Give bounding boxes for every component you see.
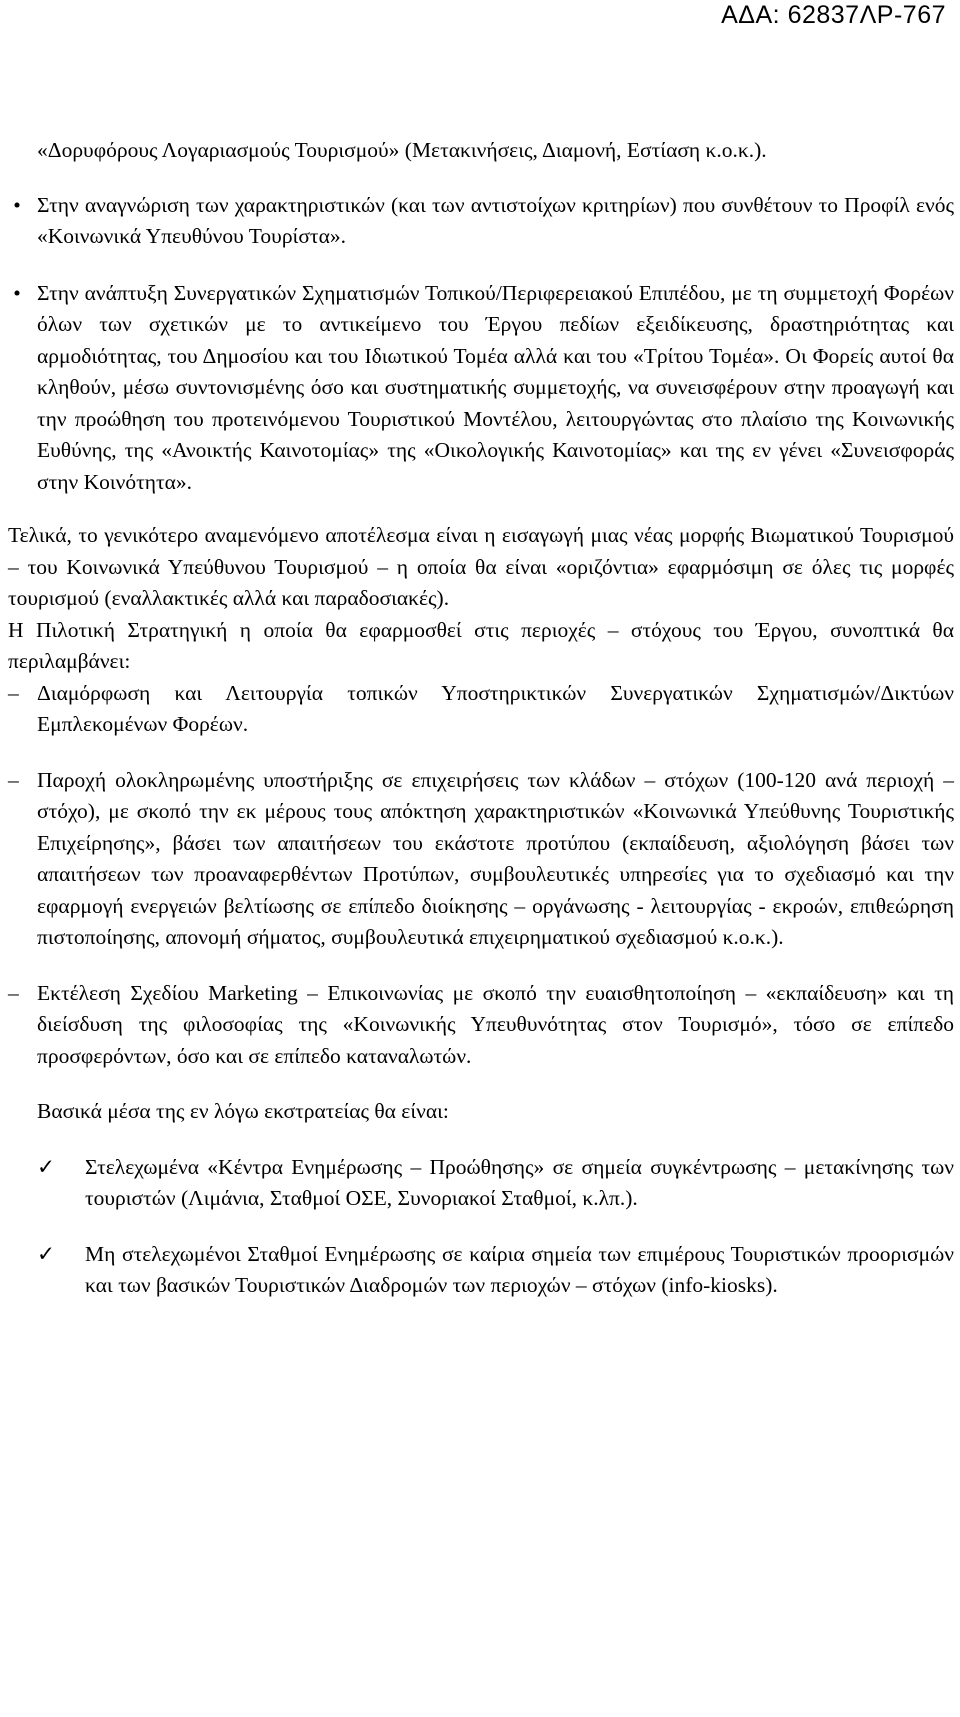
check-icon: ✓ [37,1154,56,1179]
bullet-item [8,278,954,499]
bullet-item [8,190,954,253]
means-intro: Βασικά μέσα της εν λόγω εκστρατείας θα είναι: [37,1099,449,1123]
dash-text: Διαμόρφωση και Λειτουργία τοπικών Υποστηρικτικών Συνεργατικών Σχηματισμών/Δικτύων Εμπλεκομένων Φορέων. [37,680,954,736]
dash-marker: – [8,767,19,792]
check-item [8,1152,954,1215]
bullet-text: Στην ανάπτυξη Συνεργατικών Σχηματισμών Τοπικού/Περιφερειακού Επιπέδου, με τη συμμετοχή Φορέων όλων των σχετικών με το αντικείμενο του Έργου πεδίων εξειδίκευσης, δραστηριότητας και αρμοδιότητας, του Δημοσίου και του Ιδιωτικού Τομέα αλλά και του «Τρίτου Τομέα». Οι Φορείς αυτοί θα κληθούν, μέσω συντονισμένης όσο και συστηματικής συμμετοχής, να συνεισφέρουν στην προαγωγή και την προώθηση του προτεινόμενου Τουριστικού Μοντέλου, λειτουργώντας στο πλαίσιο της Κοινωνικής Ευθύνης, της «Ανοικτής Καινοτομίας» της «Οικολογικής Καινοτομίας» και της εν γένει «Συνεισφοράς στην Κοινότητα». [37,280,954,494]
document-body [8,135,954,1302]
dash-text: Εκτέλεση Σχεδίου Marketing – Επικοινωνίας με σκοπό την ευαισθητοποίηση – «εκπαίδευση» και τη διείσδυση της φιλοσοφίας της «Κοινωνικής Υπευθυνότητας στον Τουρισμό», τόσο σε επίπεδο προσφερόντων, όσο και σε επίπεδο καταναλωτών. [37,980,954,1068]
bullet-marker: • [13,280,21,305]
document-ada-code: ΑΔΑ: 62837ΛΡ-767 [721,1,946,29]
dash-marker: – [8,980,19,1005]
paragraph-result: Τελικά, το γενικότερο αναμενόμενο αποτέλεσμα είναι η εισαγωγή μιας νέας μορφής Βιωματικού Τουρισμού – του Κοινωνικά Υπεύθυνου Τουρισμού – η οποία θα είναι «οριζόντια» εφαρμόσιμη σε όλες τις μορφές τουρισμού (εναλλακτικές αλλά και παραδοσιακές). [8,523,954,610]
continued-paragraph: «Δορυφόρους Λογαριασμούς Τουρισμού» (Μετακινήσεις, Διαμονή, Εστίαση κ.ο.κ.). [37,138,767,162]
dash-item [8,765,954,954]
bullet-text: Στην αναγνώριση των χαρακτηριστικών (και των αντιστοίχων κριτηρίων) που συνθέτουν το Προφίλ ενός «Κοινωνικά Υπευθύνου Τουρίστα». [37,192,954,248]
check-text: Μη στελεχωμένοι Σταθμοί Ενημέρωσης σε καίρια σημεία των επιμέρους Τουριστικών προορισμών και των βασικών Τουριστικών Διαδρομών των περιοχών – στόχων (info-kiosks). [85,1241,954,1297]
dash-item [8,678,954,741]
dash-item [8,978,954,1073]
check-icon: ✓ [37,1241,56,1266]
paragraph-strategy: Η Πιλοτική Στρατηγική η οποία θα εφαρμοσθεί στις περιοχές – στόχους του Έργου, συνοπτικά θα περιλαμβάνει: [8,617,954,673]
bullet-marker: • [13,192,21,217]
check-item [8,1239,954,1302]
dash-marker: – [8,680,19,705]
check-text: Στελεχωμένα «Κέντρα Ενημέρωσης – Προώθησης» σε σημεία συγκέντρωσης – μετακίνησης των τουριστών (Λιμάνια, Σταθμοί ΟΣΕ, Συνοριακοί Σταθμοί, κ.λπ.). [85,1154,954,1210]
dash-text: Παροχή ολοκληρωμένης υποστήριξης σε επιχειρήσεις των κλάδων – στόχων (100-120 ανά περιοχή – στόχο), με σκοπό την εκ μέρους τους απόκτηση χαρακτηριστικών «Κοινωνικά Υπεύθυνης Τουριστικής Επιχείρησης», βάσει των απαιτήσεων του εκάστοτε προτύπου (εκπαίδευση, αξιολόγηση βάσει των απαιτήσεων των προαναφερθέντων Προτύπων, συμβουλευτικές υπηρεσίες για το σχεδιασμό και την εφαρμογή ενεργειών βελτίωσης σε επίπεδο διοίκησης – οργάνωσης - λειτουργίας - εκροών, επιθεώρηση πιστοποίησης, απονομή σήματος, συμβουλευτικά επιχειρηματικού σχεδιασμού κ.ο.κ.). [37,767,954,949]
